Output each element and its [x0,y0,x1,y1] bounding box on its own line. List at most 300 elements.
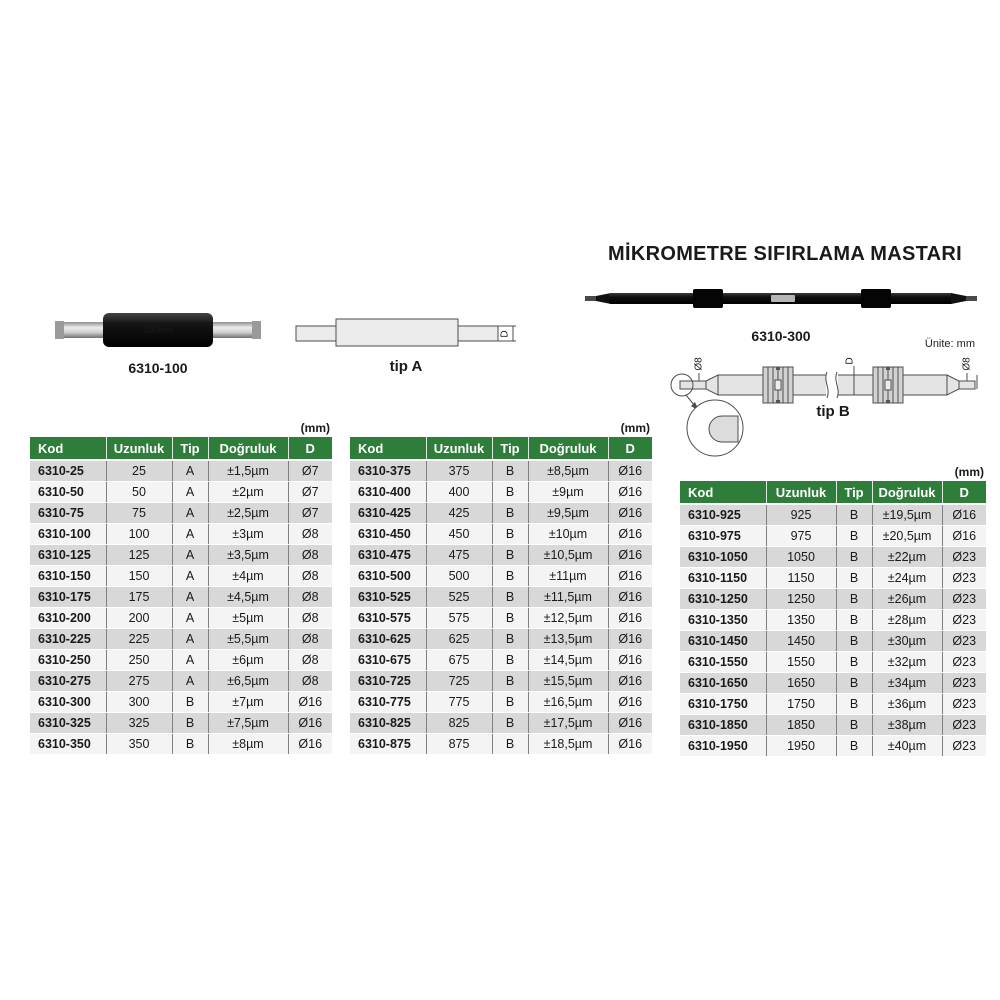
cell-value: ±28µm [872,610,942,631]
column-header: Kod [350,437,426,460]
cell-value: ±8µm [208,734,288,755]
cell-value: ±13,5µm [528,629,608,650]
cell-value: ±32µm [872,652,942,673]
column-header: Doğruluk [872,481,942,504]
measuring-rod-cap-right [252,321,261,339]
cell-value: A [172,460,208,482]
cell-value: 175 [106,587,172,608]
cell-value: B [492,503,528,524]
table-row [680,673,986,694]
cell-value: 450 [426,524,492,545]
cell-value: B [836,610,872,631]
cell-kod: 6310-1950 [680,736,766,757]
cell-value: 1250 [766,589,836,610]
cell-value: B [492,524,528,545]
spec-table-b [350,437,652,755]
cell-value: Ø16 [608,734,652,755]
cell-value: Ø16 [608,566,652,587]
table-row [30,734,332,755]
cell-kod: 6310-1350 [680,610,766,631]
table-row [350,608,652,629]
cell-value: 375 [426,460,492,482]
cell-value: Ø8 [288,629,332,650]
brand-mark [771,295,795,302]
tip-a-rod-right [458,326,498,341]
cell-value: Ø7 [288,460,332,482]
cell-kod: 6310-400 [350,482,426,503]
cell-value: 1750 [766,694,836,715]
rod-sleeve-left [693,289,723,308]
cell-value: ±3,5µm [208,545,288,566]
cell-value: B [492,608,528,629]
cell-kod: 6310-1250 [680,589,766,610]
spec-table-block-1 [30,421,332,755]
cell-value: Ø23 [942,631,986,652]
cell-kod: 6310-250 [30,650,106,671]
tip-b-d8-right-label: Ø8 [961,357,973,371]
tip-a-diagram [294,314,518,352]
table-row [680,631,986,652]
tip-detail-face [709,416,738,442]
table-unit-label: (mm) [620,421,650,435]
cell-value: Ø16 [608,482,652,503]
cell-kod: 6310-1750 [680,694,766,715]
cell-value: 525 [426,587,492,608]
cell-value: ±12,5µm [528,608,608,629]
cell-kod: 6310-300 [30,692,106,713]
cell-kod: 6310-675 [350,650,426,671]
tip-b-d-label: D [844,357,856,365]
cell-value: Ø16 [608,671,652,692]
cell-value: Ø16 [608,545,652,566]
cell-value: ±20,5µm [872,526,942,547]
cell-value: 350 [106,734,172,755]
cell-kod: 6310-150 [30,566,106,587]
table-row [680,736,986,757]
cell-value: 1450 [766,631,836,652]
cell-value: B [492,692,528,713]
cell-value: A [172,482,208,503]
table-row [350,545,652,566]
tip-b-cone-left [706,375,718,395]
cell-value: Ø16 [288,734,332,755]
cell-value: B [172,692,208,713]
cell-value: Ø23 [942,589,986,610]
cell-value: 1350 [766,610,836,631]
cell-value: 925 [766,504,836,526]
cell-value: B [836,652,872,673]
setting-standard-photo [55,311,261,349]
column-header: Doğruluk [208,437,288,460]
cell-value: 225 [106,629,172,650]
cell-value: Ø16 [942,526,986,547]
cell-value: ±1,5µm [208,460,288,482]
column-header: Tip [172,437,208,460]
cell-value: A [172,587,208,608]
table-row [680,652,986,673]
cell-kod: 6310-725 [350,671,426,692]
column-header: Tip [836,481,872,504]
cell-value: A [172,629,208,650]
cell-value: ±17,5µm [528,713,608,734]
tip-a-d-label: D [499,330,511,338]
table-row [30,692,332,713]
cell-value: Ø16 [942,504,986,526]
rod-end-pin-right [966,296,977,301]
cell-value: 125 [106,545,172,566]
cell-value: Ø8 [288,671,332,692]
cell-value: Ø16 [608,608,652,629]
cell-value: ±19,5µm [872,504,942,526]
cell-value: A [172,650,208,671]
column-header: D [608,437,652,460]
cell-kod: 6310-125 [30,545,106,566]
column-header: Tip [492,437,528,460]
table-row [680,715,986,736]
cell-value: ±6,5µm [208,671,288,692]
tip-b-cone-right [947,375,959,395]
sleeve-size-label: 100mm [142,325,174,335]
column-header: Kod [680,481,766,504]
cell-value: ±9µm [528,482,608,503]
cell-value: 100 [106,524,172,545]
cell-value: ±22µm [872,547,942,568]
cell-value: 425 [426,503,492,524]
cell-value: 200 [106,608,172,629]
cell-value: 250 [106,650,172,671]
cell-value: ±15,5µm [528,671,608,692]
spec-table-c [680,481,986,757]
table-row [680,694,986,715]
cell-value: 300 [106,692,172,713]
cell-value: ±14,5µm [528,650,608,671]
cell-value: 1550 [766,652,836,673]
cell-value: 75 [106,503,172,524]
table-row [30,587,332,608]
cell-kod: 6310-1650 [680,673,766,694]
cell-kod: 6310-450 [350,524,426,545]
cell-value: 500 [426,566,492,587]
cell-value: Ø16 [608,692,652,713]
cell-value: 1650 [766,673,836,694]
cell-value: ±11µm [528,566,608,587]
cell-value: ±6µm [208,650,288,671]
header-row [680,481,986,504]
cell-kod: 6310-1450 [680,631,766,652]
cell-value: Ø16 [288,692,332,713]
cell-value: Ø23 [942,652,986,673]
cell-value: B [492,650,528,671]
table-row [30,524,332,545]
cell-kod: 6310-350 [30,734,106,755]
cell-kod: 6310-50 [30,482,106,503]
table-row [350,566,652,587]
table-row [30,503,332,524]
cell-value: A [172,524,208,545]
table-row [350,482,652,503]
table-row [350,460,652,482]
spec-table-block-2 [350,421,652,755]
cell-value: Ø16 [608,713,652,734]
rod-end-pin-left [585,296,596,301]
table-row [30,671,332,692]
cell-value: Ø7 [288,503,332,524]
unit-note: Ünite: mm [924,338,975,350]
tip-a-rod-left [296,326,336,341]
cell-value: 325 [106,713,172,734]
cell-value: 1050 [766,547,836,568]
cell-kod: 6310-75 [30,503,106,524]
cell-value: ±9,5µm [528,503,608,524]
cell-value: ±7µm [208,692,288,713]
cell-value: B [492,671,528,692]
cell-value: A [172,608,208,629]
header-row [30,437,332,460]
cell-value: A [172,671,208,692]
rod-cone-left [596,293,611,304]
cell-value: 675 [426,650,492,671]
table-row [680,610,986,631]
table-row [350,587,652,608]
table-row [680,526,986,547]
cell-value: ±30µm [872,631,942,652]
cell-value: ±8,5µm [528,460,608,482]
cell-value: B [492,566,528,587]
cell-kod: 6310-200 [30,608,106,629]
column-header: Uzunluk [106,437,172,460]
cell-value: Ø23 [942,610,986,631]
header-row [350,437,652,460]
table-row [350,671,652,692]
cell-kod: 6310-175 [30,587,106,608]
cell-value: ±24µm [872,568,942,589]
cell-value: B [836,526,872,547]
cell-value: Ø23 [942,547,986,568]
table-row [350,629,652,650]
caption-tip-b: tip B [816,403,850,420]
cell-kod: 6310-475 [350,545,426,566]
rod-sleeve-right [861,289,891,308]
cell-value: ±4,5µm [208,587,288,608]
cell-value: Ø8 [288,545,332,566]
cell-value: ±3µm [208,524,288,545]
cell-kod: 6310-1550 [680,652,766,673]
cell-value: B [172,734,208,755]
cell-value: B [492,460,528,482]
tip-b-grip-left [763,367,793,403]
tip-a-body [336,319,458,346]
cell-kod: 6310-275 [30,671,106,692]
cell-value: 25 [106,460,172,482]
cell-value: A [172,503,208,524]
cell-value: 975 [766,526,836,547]
cell-value: B [836,715,872,736]
cell-value: ±26µm [872,589,942,610]
cell-value: Ø16 [608,650,652,671]
cell-value: Ø23 [942,736,986,757]
column-header: D [942,481,986,504]
table-row [350,692,652,713]
table-row [30,545,332,566]
table-row [350,713,652,734]
cell-value: 475 [426,545,492,566]
cell-value: 1150 [766,568,836,589]
cell-value: Ø8 [288,650,332,671]
cell-kod: 6310-825 [350,713,426,734]
cell-value: Ø7 [288,482,332,503]
cell-value: B [836,736,872,757]
cell-value: A [172,545,208,566]
cell-value: Ø16 [608,587,652,608]
cell-kod: 6310-100 [30,524,106,545]
column-header: Kod [30,437,106,460]
cell-value: Ø16 [608,524,652,545]
measuring-rod-right [209,322,252,338]
cell-value: Ø8 [288,524,332,545]
cell-value: Ø8 [288,566,332,587]
caption-6310-300: 6310-300 [751,328,811,344]
cell-value: ±2,5µm [208,503,288,524]
cell-value: A [172,566,208,587]
cell-kod: 6310-1150 [680,568,766,589]
cell-value: B [836,694,872,715]
cell-value: ±7,5µm [208,713,288,734]
cell-value: ±11,5µm [528,587,608,608]
cell-kod: 6310-225 [30,629,106,650]
cell-value: B [836,568,872,589]
cell-value: 775 [426,692,492,713]
table-row [30,460,332,482]
table-row [30,629,332,650]
cell-value: ±2µm [208,482,288,503]
page-title: MİKROMETRE SIFIRLAMA MASTARI [608,243,962,265]
cell-value: ±5µm [208,608,288,629]
cell-kod: 6310-875 [350,734,426,755]
setting-standard-long-photo [585,283,977,313]
table-row [680,547,986,568]
table-row [680,504,986,526]
cell-value: 50 [106,482,172,503]
cell-value: Ø16 [608,503,652,524]
table-row [680,589,986,610]
column-header: Uzunluk [426,437,492,460]
cell-kod: 6310-1050 [680,547,766,568]
cell-kod: 6310-975 [680,526,766,547]
cell-value: B [836,547,872,568]
cell-value: 150 [106,566,172,587]
table-row [350,503,652,524]
table-row [30,566,332,587]
cell-value: Ø8 [288,587,332,608]
spec-table-a [30,437,332,755]
table-unit-label: (mm) [954,465,984,479]
cell-value: B [172,713,208,734]
cell-value: 725 [426,671,492,692]
cell-kod: 6310-25 [30,460,106,482]
cell-value: Ø8 [288,608,332,629]
cell-value: B [492,734,528,755]
cell-value: B [836,589,872,610]
cell-value: B [492,482,528,503]
table-row [30,650,332,671]
cell-kod: 6310-525 [350,587,426,608]
cell-kod: 6310-925 [680,504,766,526]
table-row [30,713,332,734]
table-row [680,568,986,589]
rod-cone-right [951,293,966,304]
cell-value: ±38µm [872,715,942,736]
cell-value: 625 [426,629,492,650]
cell-value: B [836,673,872,694]
cell-value: B [492,713,528,734]
cell-value: ±4µm [208,566,288,587]
cell-value: Ø16 [608,460,652,482]
cell-kod: 6310-1850 [680,715,766,736]
cell-value: ±10,5µm [528,545,608,566]
cell-value: ±36µm [872,694,942,715]
table-row [350,650,652,671]
table-row [30,608,332,629]
column-header: Doğruluk [528,437,608,460]
cell-value: Ø23 [942,715,986,736]
caption-6310-100: 6310-100 [128,360,188,376]
caption-tip-a: tip A [389,358,423,375]
cell-value: Ø23 [942,673,986,694]
spec-table-block-3 [680,465,986,757]
cell-value: Ø23 [942,694,986,715]
tip-b-d8-left-label: Ø8 [693,357,705,371]
table-row [350,524,652,545]
cell-value: Ø16 [608,629,652,650]
cell-value: B [836,504,872,526]
cell-value: 400 [426,482,492,503]
column-header: Uzunluk [766,481,836,504]
cell-value: ±10µm [528,524,608,545]
cell-kod: 6310-500 [350,566,426,587]
table-unit-label: (mm) [300,421,330,435]
cell-value: 825 [426,713,492,734]
cell-value: B [836,631,872,652]
cell-kod: 6310-425 [350,503,426,524]
cell-value: ±34µm [872,673,942,694]
cell-value: 275 [106,671,172,692]
cell-kod: 6310-325 [30,713,106,734]
cell-kod: 6310-625 [350,629,426,650]
tip-b-grip-right [873,367,903,403]
cell-value: B [492,587,528,608]
cell-value: ±5,5µm [208,629,288,650]
tip-b-pin-right [959,381,975,389]
column-header: D [288,437,332,460]
cell-value: B [492,545,528,566]
cell-value: B [492,629,528,650]
measuring-rod-left [64,322,107,338]
cell-value: ±18,5µm [528,734,608,755]
cell-value: 575 [426,608,492,629]
cell-value: 1850 [766,715,836,736]
cell-value: 1950 [766,736,836,757]
cell-value: 875 [426,734,492,755]
cell-value: Ø16 [288,713,332,734]
cell-value: Ø23 [942,568,986,589]
table-row [30,482,332,503]
measuring-rod-cap-left [55,321,64,339]
table-row [350,734,652,755]
cell-value: ±40µm [872,736,942,757]
cell-kod: 6310-775 [350,692,426,713]
cell-value: ±16,5µm [528,692,608,713]
cell-kod: 6310-575 [350,608,426,629]
